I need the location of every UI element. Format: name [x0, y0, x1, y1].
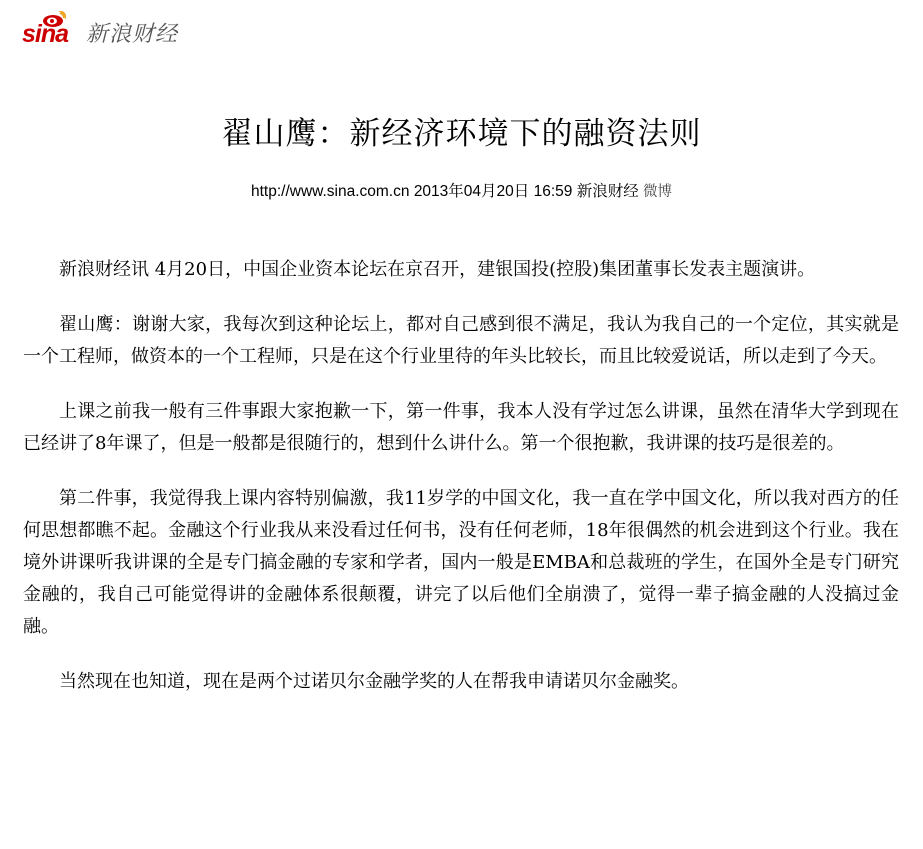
article-paragraph: 翟山鹰：谢谢大家，我每次到这种论坛上，都对自己感到很不满足，我认为我自己的一个定位，其实就是一个工程师，做资本的一个工程师，只是在这个行业里待的年头比较长，而且比较爱说话，所以走到了今天。 — [23, 314, 899, 367]
article-paragraph: 新浪财经讯 4月20日，中国企业资本论坛在京召开，建银国投(控股)集团董事长发表主题演讲。 — [59, 259, 816, 280]
article-paragraph: 当然现在也知道，现在是两个过诺贝尔金融学奖的人在帮我申请诺贝尔金融奖。 — [59, 671, 689, 692]
source-url-link[interactable]: http://www.sina.com.cn — [250, 183, 410, 200]
weibo-link[interactable]: 微博 — [643, 184, 673, 200]
sina-wordmark: sina — [22, 20, 69, 48]
sina-finance-logo[interactable] — [22, 8, 178, 48]
sina-logo-mark — [22, 11, 84, 48]
publish-datetime: 2013年04月20日 16:59 — [413, 183, 573, 200]
article-paragraph: 上课之前我一般有三件事跟大家抱歉一下，第一件事，我本人没有学过怎么讲课，虽然在清华大学到现在已经讲了8年课了，但是一般都是很随行的，想到什么讲什么。第一个很抱歉，我讲课的技巧是很差的。 — [23, 401, 899, 454]
article-title: 翟山鹰：新经济环境下的融资法则 — [221, 116, 702, 152]
source-name-link[interactable]: 新浪财经 — [576, 183, 639, 200]
article-body — [23, 254, 899, 721]
article-paragraph: 第二件事，我觉得我上课内容特别偏激，我11岁学的中国文化，我一直在学中国文化，所以我对西方的任何思想都瞧不起。金融这个行业我从来没看过任何书，没有任何老师，18年很偶然的机会进到这个行业。我在境外讲课听我讲课的全是专门搞金融的专家和学者，国内一般是EMBA和总裁班的学生，在国外全是专门研究金融的，我自己可能觉得讲的金融体系很颠覆，讲完了以后他们全崩溃了，觉得一辈子搞金融的人没搞过金融。 — [23, 488, 899, 637]
article-meta — [0, 180, 923, 204]
logo-section-name: 新浪财经 — [86, 21, 179, 47]
